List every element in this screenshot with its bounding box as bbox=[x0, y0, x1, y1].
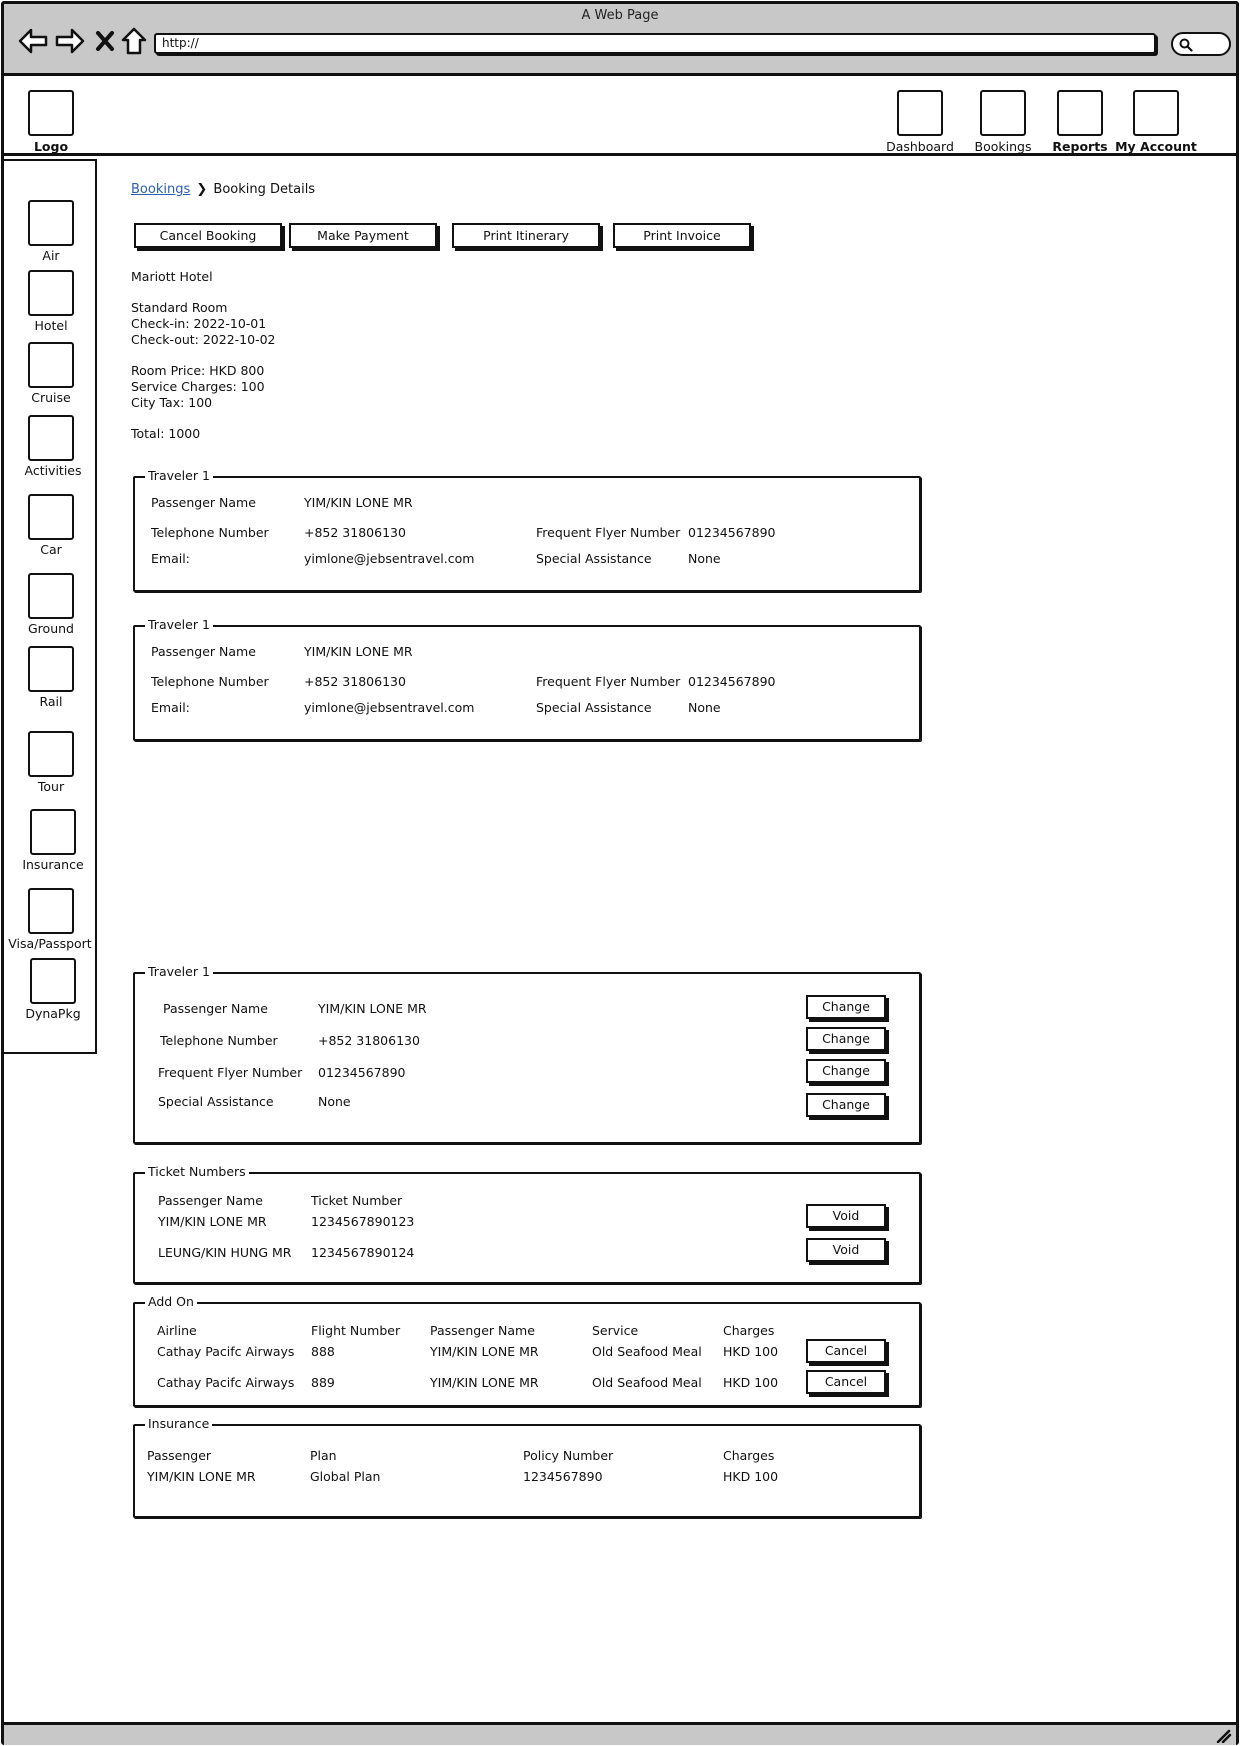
column-header: Airline bbox=[157, 1323, 197, 1338]
telephone-label: Telephone Number bbox=[151, 525, 269, 540]
search-icon bbox=[1179, 38, 1193, 52]
breadcrumb-current: Booking Details bbox=[213, 182, 316, 197]
special-assistance-value: None bbox=[688, 551, 721, 566]
resize-grip-icon[interactable] bbox=[1216, 1729, 1232, 1743]
hotel-name: Mariott Hotel bbox=[131, 269, 213, 284]
insurance-charges: HKD 100 bbox=[723, 1469, 779, 1484]
special-assistance-label: Special Assistance bbox=[158, 1094, 274, 1109]
traveler-panel bbox=[133, 468, 921, 592]
telephone-label: Telephone Number bbox=[151, 674, 269, 689]
passenger-name-value: YIM/KIN LONE MR bbox=[304, 495, 413, 510]
frequent-flyer-value: 01234567890 bbox=[688, 674, 776, 689]
nav-bookings[interactable]: Bookings bbox=[974, 139, 1032, 154]
passenger-name-label: Passenger Name bbox=[163, 1001, 268, 1016]
sidebar-item-label: Hotel bbox=[34, 318, 68, 333]
sidebar bbox=[4, 159, 97, 1054]
hotel-icon bbox=[28, 270, 74, 316]
insurance-plan: Global Plan bbox=[310, 1469, 381, 1484]
status-bar bbox=[4, 1722, 1236, 1745]
nav-reports[interactable]: Reports bbox=[1052, 139, 1108, 154]
insurance-passenger: YIM/KIN LONE MR bbox=[147, 1469, 256, 1484]
passenger-name-value: YIM/KIN LONE MR bbox=[318, 1001, 427, 1016]
special-assistance-value: None bbox=[688, 700, 721, 715]
dashboard-icon[interactable] bbox=[897, 90, 943, 136]
nav-dashboard[interactable]: Dashboard bbox=[886, 139, 954, 154]
visa-passport-icon bbox=[28, 888, 74, 934]
addon-passenger-name: YIM/KIN LONE MR bbox=[430, 1344, 539, 1359]
addon-passenger-name: YIM/KIN LONE MR bbox=[430, 1375, 539, 1390]
sidebar-item-label: Insurance bbox=[22, 857, 84, 872]
add-on-panel bbox=[133, 1294, 921, 1407]
print-itinerary-button[interactable]: Print Itinerary bbox=[452, 223, 600, 248]
sidebar-item-label: Tour bbox=[37, 779, 65, 794]
special-assistance-label: Special Assistance bbox=[536, 700, 652, 715]
my-account-icon[interactable] bbox=[1133, 90, 1179, 136]
sidebar-item-label: Ground bbox=[28, 621, 74, 636]
telephone-value: +852 31806130 bbox=[318, 1033, 420, 1048]
special-assistance-value: None bbox=[318, 1094, 351, 1109]
sidebar-item-label: Activities bbox=[24, 463, 82, 478]
email-value: yimlone@jebsentravel.com bbox=[304, 551, 475, 566]
tour-icon bbox=[28, 731, 74, 777]
ticket-number: 1234567890123 bbox=[311, 1214, 415, 1229]
addon-airline: Cathay Pacifc Airways bbox=[157, 1344, 295, 1359]
make-payment-button[interactable]: Make Payment bbox=[289, 223, 437, 248]
window-title: A Web Page bbox=[581, 8, 659, 23]
sidebar-item-label: Car bbox=[40, 542, 62, 557]
browser-window bbox=[1, 1, 1239, 1745]
passenger-name-value: YIM/KIN LONE MR bbox=[304, 644, 413, 659]
frequent-flyer-label: Frequent Flyer Number bbox=[536, 674, 681, 689]
ticket-numbers-panel bbox=[133, 1164, 921, 1284]
check-in-date: Check-in: 2022-10-01 bbox=[131, 316, 267, 331]
change-passenger-name-button[interactable]: Change bbox=[806, 995, 886, 1019]
addon-service: Old Seafood Meal bbox=[592, 1344, 702, 1359]
browser-search-button[interactable] bbox=[1171, 32, 1231, 56]
check-out-date: Check-out: 2022-10-02 bbox=[131, 332, 276, 347]
traveler-edit-panel bbox=[133, 964, 921, 1144]
column-header: Charges bbox=[723, 1448, 775, 1463]
column-header: Passenger Name bbox=[158, 1193, 263, 1208]
column-header: Passenger Name bbox=[430, 1323, 535, 1338]
total-amount: Total: 1000 bbox=[131, 426, 201, 441]
breadcrumb-bookings-link[interactable]: Bookings bbox=[131, 182, 191, 197]
column-header: Passenger bbox=[147, 1448, 212, 1463]
logo-image[interactable] bbox=[28, 90, 74, 136]
print-invoice-button[interactable]: Print Invoice bbox=[613, 223, 751, 248]
sidebar-item-label: DynaPkg bbox=[25, 1006, 81, 1021]
sidebar-item-label: Cruise bbox=[31, 390, 71, 405]
url-input[interactable]: http:// bbox=[154, 33, 1156, 54]
passenger-name-label: Passenger Name bbox=[151, 495, 256, 510]
void-ticket-button[interactable]: Void bbox=[806, 1238, 886, 1262]
ticket-number: 1234567890124 bbox=[311, 1245, 415, 1260]
cancel-booking-button[interactable]: Cancel Booking bbox=[134, 223, 282, 248]
email-label: Email: bbox=[151, 700, 190, 715]
car-icon bbox=[28, 494, 74, 540]
addon-flight-number: 889 bbox=[311, 1375, 335, 1390]
panel-title: Traveler 1 bbox=[145, 964, 213, 979]
column-header: Plan bbox=[310, 1448, 337, 1463]
nav-my-account[interactable]: My Account bbox=[1115, 139, 1197, 154]
ticket-passenger-name: LEUNG/KIN HUNG MR bbox=[158, 1245, 292, 1260]
forward-arrow-icon[interactable] bbox=[53, 24, 87, 58]
frequent-flyer-value: 01234567890 bbox=[318, 1065, 406, 1080]
telephone-value: +852 31806130 bbox=[304, 525, 406, 540]
sidebar-item-label: Rail bbox=[39, 694, 63, 709]
cancel-addon-button[interactable]: Cancel bbox=[806, 1370, 886, 1394]
room-type: Standard Room bbox=[131, 300, 228, 315]
app-header bbox=[4, 76, 1236, 156]
column-header: Service bbox=[592, 1323, 639, 1338]
ground-icon bbox=[28, 573, 74, 619]
rail-icon bbox=[28, 646, 74, 692]
panel-title: Ticket Numbers bbox=[145, 1164, 249, 1179]
change-telephone-button[interactable]: Change bbox=[806, 1027, 886, 1051]
email-value: yimlone@jebsentravel.com bbox=[304, 700, 475, 715]
panel-title: Insurance bbox=[145, 1416, 212, 1431]
frequent-flyer-label: Frequent Flyer Number bbox=[158, 1065, 303, 1080]
chevron-right-icon: ❯ bbox=[196, 182, 208, 197]
service-charges: Service Charges: 100 bbox=[131, 379, 265, 394]
addon-airline: Cathay Pacifc Airways bbox=[157, 1375, 295, 1390]
addon-flight-number: 888 bbox=[311, 1344, 335, 1359]
frequent-flyer-value: 01234567890 bbox=[688, 525, 776, 540]
frequent-flyer-label: Frequent Flyer Number bbox=[536, 525, 681, 540]
panel-title: Traveler 1 bbox=[145, 468, 213, 483]
special-assistance-label: Special Assistance bbox=[536, 551, 652, 566]
bookings-icon[interactable] bbox=[980, 90, 1026, 136]
insurance-icon bbox=[30, 809, 76, 855]
addon-charges: HKD 100 bbox=[723, 1375, 779, 1390]
passenger-name-label: Passenger Name bbox=[151, 644, 256, 659]
change-special-assistance-button[interactable]: Change bbox=[806, 1093, 886, 1117]
column-header: Ticket Number bbox=[311, 1193, 403, 1208]
column-header: Flight Number bbox=[311, 1323, 401, 1338]
browser-chrome bbox=[4, 4, 1236, 76]
column-header: Charges bbox=[723, 1323, 775, 1338]
breadcrumb bbox=[131, 182, 315, 197]
insurance-panel bbox=[133, 1416, 921, 1518]
telephone-label: Telephone Number bbox=[160, 1033, 278, 1048]
room-price: Room Price: HKD 800 bbox=[131, 363, 265, 378]
cancel-addon-button[interactable]: Cancel bbox=[806, 1339, 886, 1363]
ticket-passenger-name: YIM/KIN LONE MR bbox=[158, 1214, 267, 1229]
traveler-panel bbox=[133, 617, 921, 741]
insurance-policy-number: 1234567890 bbox=[523, 1469, 603, 1484]
telephone-value: +852 31806130 bbox=[304, 674, 406, 689]
panel-title: Add On bbox=[145, 1294, 197, 1309]
column-header: Policy Number bbox=[523, 1448, 614, 1463]
sidebar-item-label: Visa/Passport bbox=[8, 936, 92, 951]
cruise-icon bbox=[28, 342, 74, 388]
email-label: Email: bbox=[151, 551, 190, 566]
back-arrow-icon[interactable] bbox=[16, 24, 50, 58]
logo-label: Logo bbox=[33, 139, 69, 154]
addon-service: Old Seafood Meal bbox=[592, 1375, 702, 1390]
sidebar-item-label: Air bbox=[42, 248, 60, 263]
reports-icon[interactable] bbox=[1057, 90, 1103, 136]
panel-title: Traveler 1 bbox=[145, 617, 213, 632]
city-tax: City Tax: 100 bbox=[131, 395, 213, 410]
home-icon[interactable] bbox=[117, 24, 151, 58]
addon-charges: HKD 100 bbox=[723, 1344, 779, 1359]
dynapkg-icon bbox=[30, 958, 76, 1004]
void-ticket-button[interactable]: Void bbox=[806, 1204, 886, 1228]
activities-icon bbox=[28, 415, 74, 461]
change-frequent-flyer-button[interactable]: Change bbox=[806, 1059, 886, 1083]
air-icon bbox=[28, 200, 74, 246]
